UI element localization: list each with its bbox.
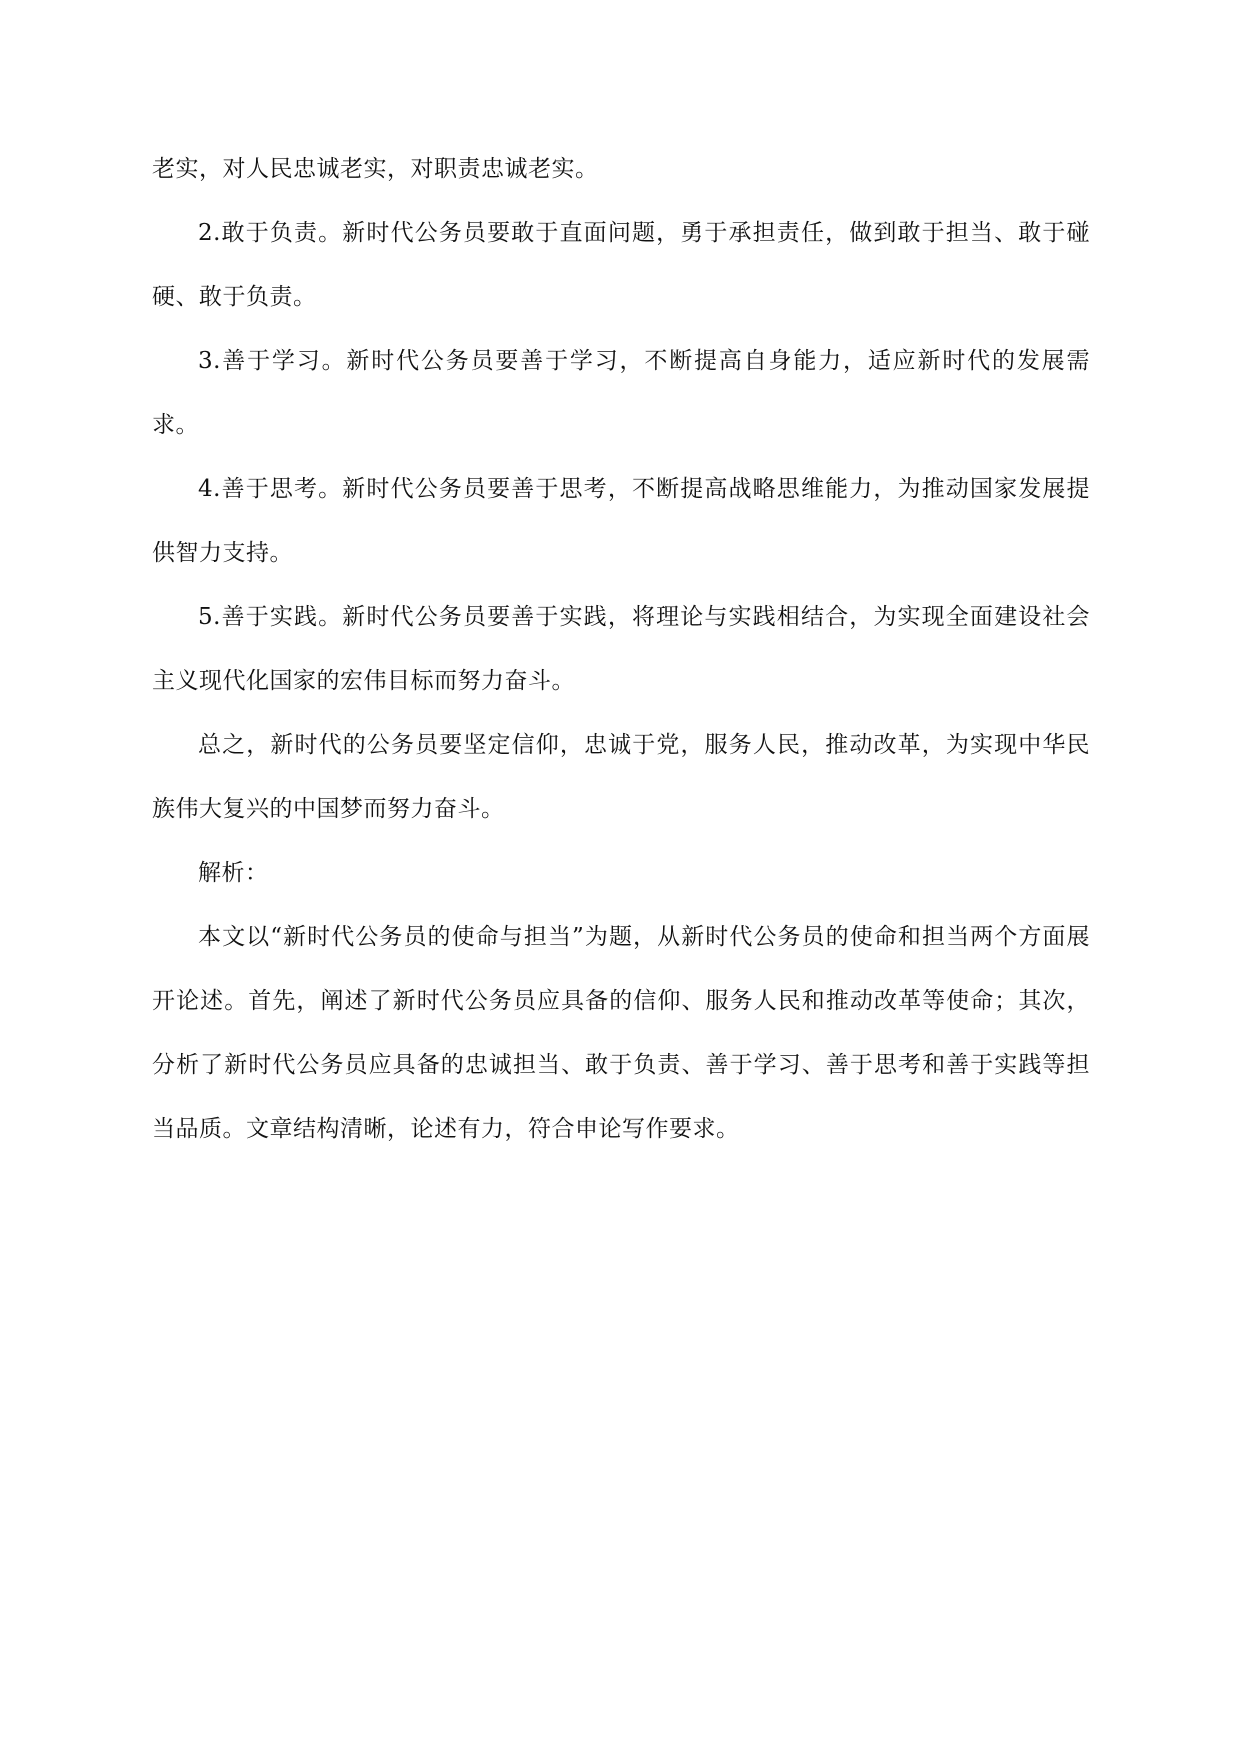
paragraph-point-4: 4.善于思考。新时代公务员要善于思考，不断提高战略思维能力，为推动国家发展提供智力支持。 [152,476,1090,566]
analysis-body: 本文以“新时代公务员的使命与担当”为题，从新时代公务员的使命和担当两个方面展开论述。首先，阐述了新时代公务员应具备的信仰、服务人民和推动改革等使命；其次，分析了新时代公务员应具备的忠诚担当、敢于负责、善于学习、善于思考和善于实践等担当品质。文章结构清晰，论述有力，符合申论写作要求。 [152,924,1090,1142]
paragraph-point-3: 3.善于学习。新时代公务员要善于学习，不断提高自身能力，适应新时代的发展需求。 [152,348,1090,438]
paragraph-conclusion: 总之，新时代的公务员要坚定信仰，忠诚于党，服务人民，推动改革，为实现中华民族伟大复兴的中国梦而努力奋斗。 [152,732,1090,822]
paragraph-continuation: 老实，对人民忠诚老实，对职责忠诚老实。 [152,156,599,182]
document-body [152,137,1090,1161]
paragraph-point-2: 2.敢于负责。新时代公务员要敢于直面问题，勇于承担责任，做到敢于担当、敢于碰硬、敢于负责。 [152,220,1090,310]
paragraph-point-5: 5.善于实践。新时代公务员要善于实践，将理论与实践相结合，为实现全面建设社会主义现代化国家的宏伟目标而努力奋斗。 [152,604,1090,694]
analysis-heading: 解析： [198,860,269,886]
